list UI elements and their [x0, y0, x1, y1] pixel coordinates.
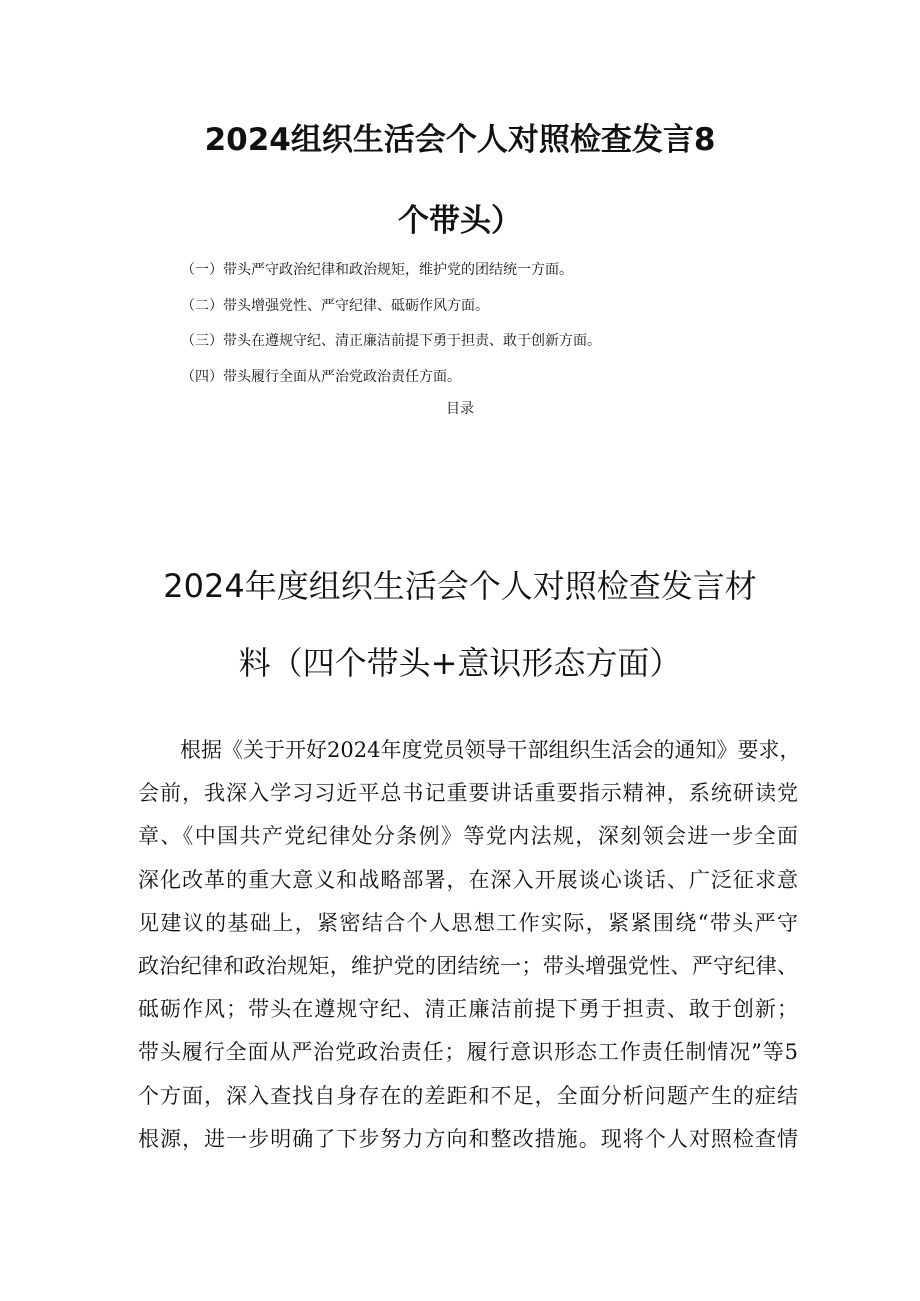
paragraph-line: 根据《关于开好2024年度党员领导干部组织生活会的通知》要求， — [180, 738, 801, 762]
paragraph-line: 会前，我深入学习习近平总书记重要讲话重要指示精神，系统研读党 — [138, 781, 798, 806]
paragraph-line: 砥砺作风；带头在遵规守纪、清正廉洁前提下勇于担责、敢于创新； — [138, 997, 798, 1022]
section-title-line2: 料（四个带头+意识形态方面） — [238, 644, 682, 682]
document-title-line2: 个带头） — [398, 203, 522, 239]
paragraph-line: 深化改革的重大意义和战略部署，在深入开展谈心谈话、广泛征求意 — [138, 867, 798, 892]
toc-item[interactable]: （二）带头增强党性、严守纪律、砥砺作风方面。 — [181, 297, 489, 314]
body-paragraph — [138, 734, 801, 1166]
toc-item[interactable]: （三）带头在遵规守纪、清正廉洁前提下勇于担责、敢于创新方面。 — [181, 333, 601, 349]
paragraph-line: 见建议的基础上，紧密结合个人思想工作实际，紧紧围绕“带头严守 — [138, 910, 798, 935]
toc-label: 目录 — [446, 401, 474, 417]
section-title-line1: 2024年度组织生活会个人对照检查发言材 — [163, 567, 757, 605]
paragraph-line: 个方面，深入查找自身存在的差距和不足，全面分析问题产生的症结 — [138, 1083, 798, 1108]
toc-item[interactable]: （一）带头严守政治纪律和政治规矩，维护党的团结统一方面。 — [181, 262, 573, 278]
paragraph-line: 根源，进一步明确了下步努力方向和整改措施。现将个人对照检查情 — [138, 1126, 798, 1151]
paragraph-line: 带头履行全面从严治党政治责任；履行意识形态工作责任制情况”等5 — [138, 1040, 798, 1065]
toc-item[interactable]: （四）带头履行全面从严治党政治责任方面。 — [181, 368, 461, 385]
document-title-line1: 2024组织生活会个人对照检查发言8 — [204, 122, 716, 158]
paragraph-line: 章、《中国共产党纪律处分条例》等党内法规，深刻领会进一步全面 — [138, 824, 798, 849]
table-of-contents — [181, 259, 821, 401]
paragraph-line: 政治纪律和政治规矩，维护党的团结统一；带头增强党性、严守纪律、 — [138, 953, 798, 978]
